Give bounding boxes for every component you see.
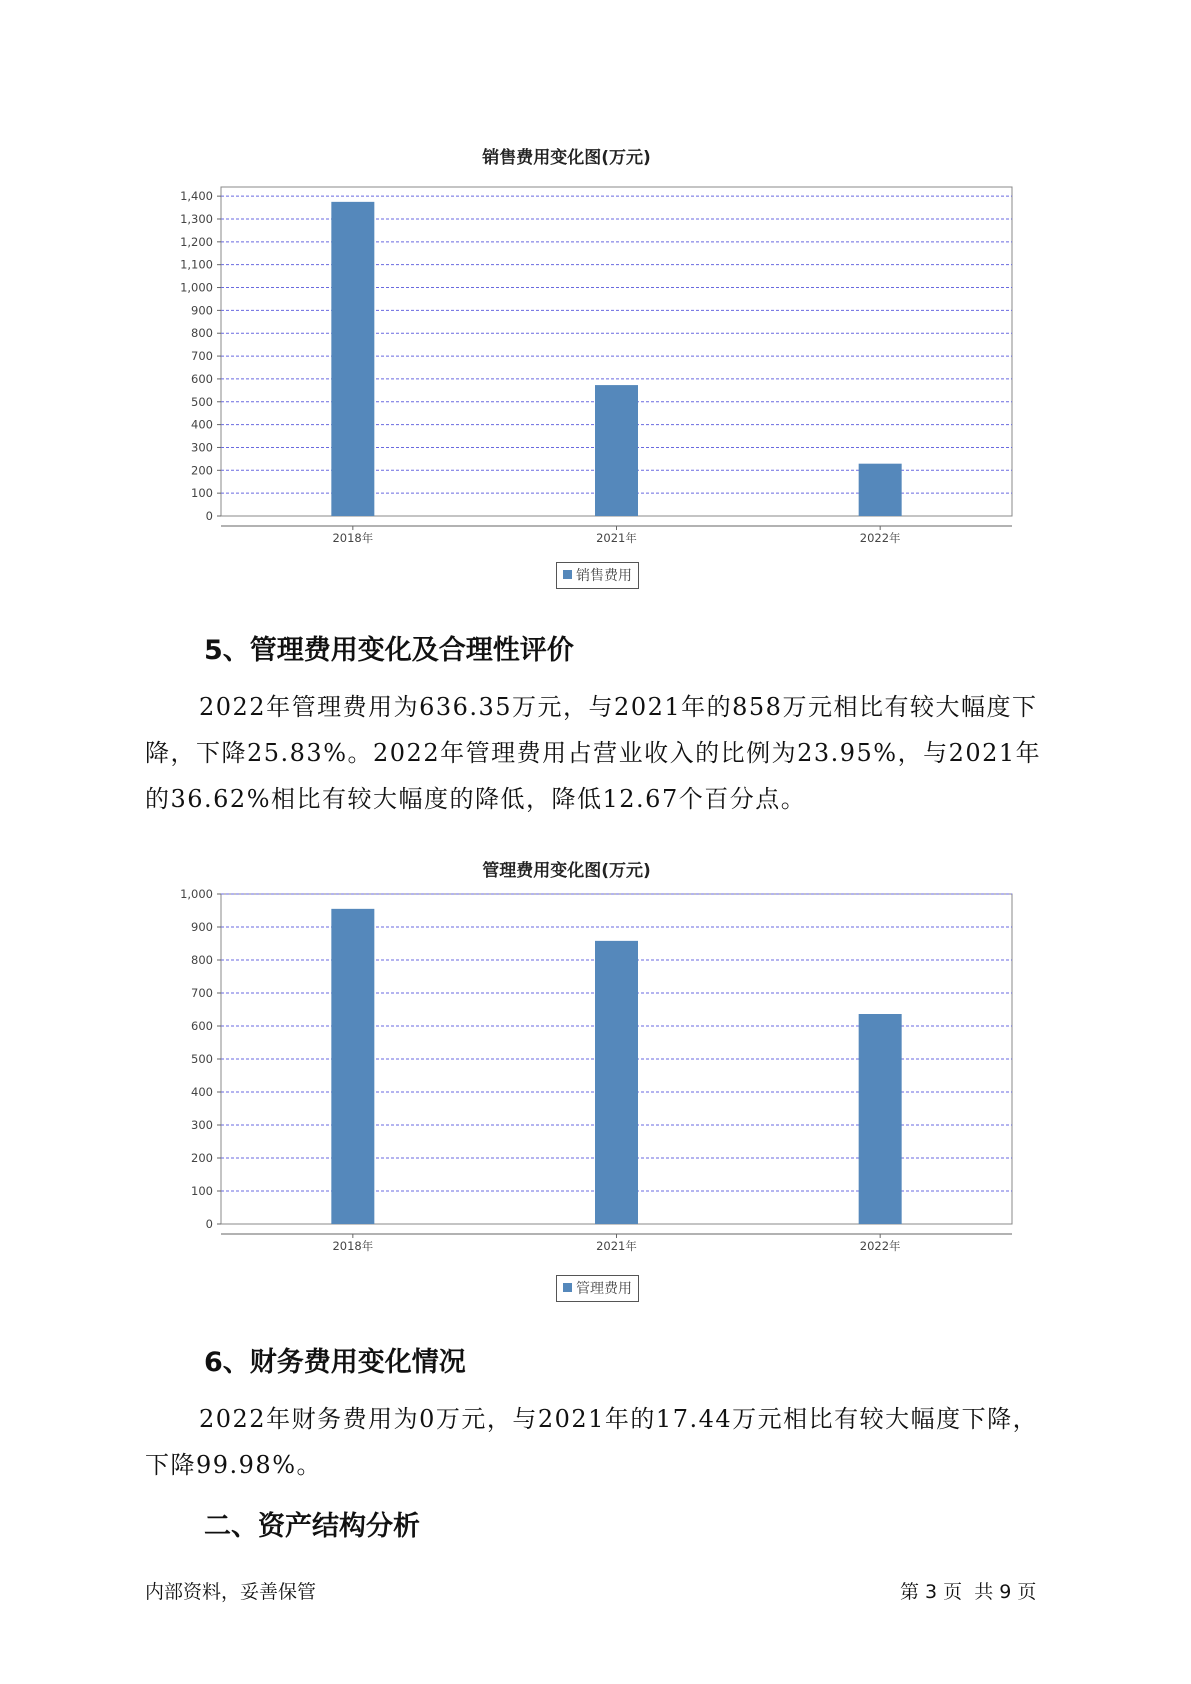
y-tick-label: 100: [191, 1184, 213, 1198]
bar: [331, 909, 374, 1224]
section-two-heading: 二、资产结构分析: [204, 1511, 420, 1542]
legend-label: 销售费用: [576, 568, 632, 584]
x-tick-label: 2021年: [596, 531, 637, 545]
x-tick-label: 2021年: [596, 1239, 637, 1253]
y-tick-label: 900: [191, 303, 213, 318]
y-tick-label: 300: [191, 440, 213, 455]
y-tick-label: 500: [191, 1052, 213, 1066]
section6-heading: 6、财务费用变化情况: [204, 1347, 466, 1378]
y-tick-label: 600: [191, 1019, 213, 1033]
y-tick-label: 1,100: [180, 257, 213, 272]
bar: [859, 1014, 902, 1224]
legend-swatch: [563, 570, 572, 579]
y-tick-label: 0: [205, 509, 213, 523]
y-tick-label: 1,300: [180, 211, 213, 226]
y-tick-label: 1,000: [180, 280, 213, 295]
bar: [595, 385, 638, 516]
x-tick-label: 2022年: [859, 1239, 901, 1253]
bar: [859, 464, 902, 516]
y-tick-label: 200: [191, 463, 213, 478]
y-tick-label: 0: [205, 1217, 213, 1231]
y-tick-label: 300: [191, 1118, 213, 1132]
y-tick-label: 1,400: [180, 189, 213, 204]
y-tick-label: 1,000: [180, 887, 213, 901]
sales-chart-title: 销售费用变化图(万元): [482, 148, 651, 168]
footer-confidential: 内部资料，妥善保管: [145, 1581, 317, 1603]
admin-chart-legend: [556, 1275, 639, 1302]
y-tick-label: 100: [191, 486, 213, 501]
bar: [595, 941, 638, 1224]
x-tick-label: 2018年: [332, 1239, 374, 1253]
section6-paragraph: 2022年财务费用为0万元，与2021年的17.44万元相比有较大幅度下降，下降99.98%。: [145, 1405, 1039, 1479]
admin-chart-svg: [0, 874, 1191, 1294]
admin-chart-title: 管理费用变化图(万元): [482, 861, 651, 881]
y-tick-label: 700: [191, 349, 213, 364]
y-tick-label: 500: [191, 394, 213, 409]
y-tick-label: 700: [191, 986, 213, 1000]
x-tick-label: 2022年: [859, 531, 901, 545]
y-tick-label: 800: [191, 326, 213, 341]
y-tick-label: 400: [191, 1085, 213, 1099]
y-tick-label: 1,200: [180, 234, 213, 249]
footer-page-number: 第 3 页 共 9 页: [900, 1581, 1037, 1603]
x-tick-label: 2018年: [332, 531, 374, 545]
y-tick-label: 800: [191, 953, 213, 967]
y-tick-label: 900: [191, 920, 213, 934]
y-tick-label: 400: [191, 417, 213, 432]
sales-chart-svg: [0, 160, 1191, 580]
sales-chart-legend: [556, 562, 639, 589]
section5-heading: 5、管理费用变化及合理性评价: [204, 635, 574, 666]
y-tick-label: 600: [191, 371, 213, 386]
y-tick-label: 200: [191, 1151, 213, 1165]
bar: [331, 202, 374, 516]
legend-swatch: [563, 1283, 572, 1292]
legend-label: 管理费用: [576, 1281, 632, 1297]
section5-paragraph: 2022年管理费用为636.35万元，与2021年的858万元相比有较大幅度下降，下降25.83%。2022年管理费用占营业收入的比例为23.95%，与2021年的36.62%相比有较大幅度的降低，降低12.67个百分点。: [145, 693, 1042, 813]
